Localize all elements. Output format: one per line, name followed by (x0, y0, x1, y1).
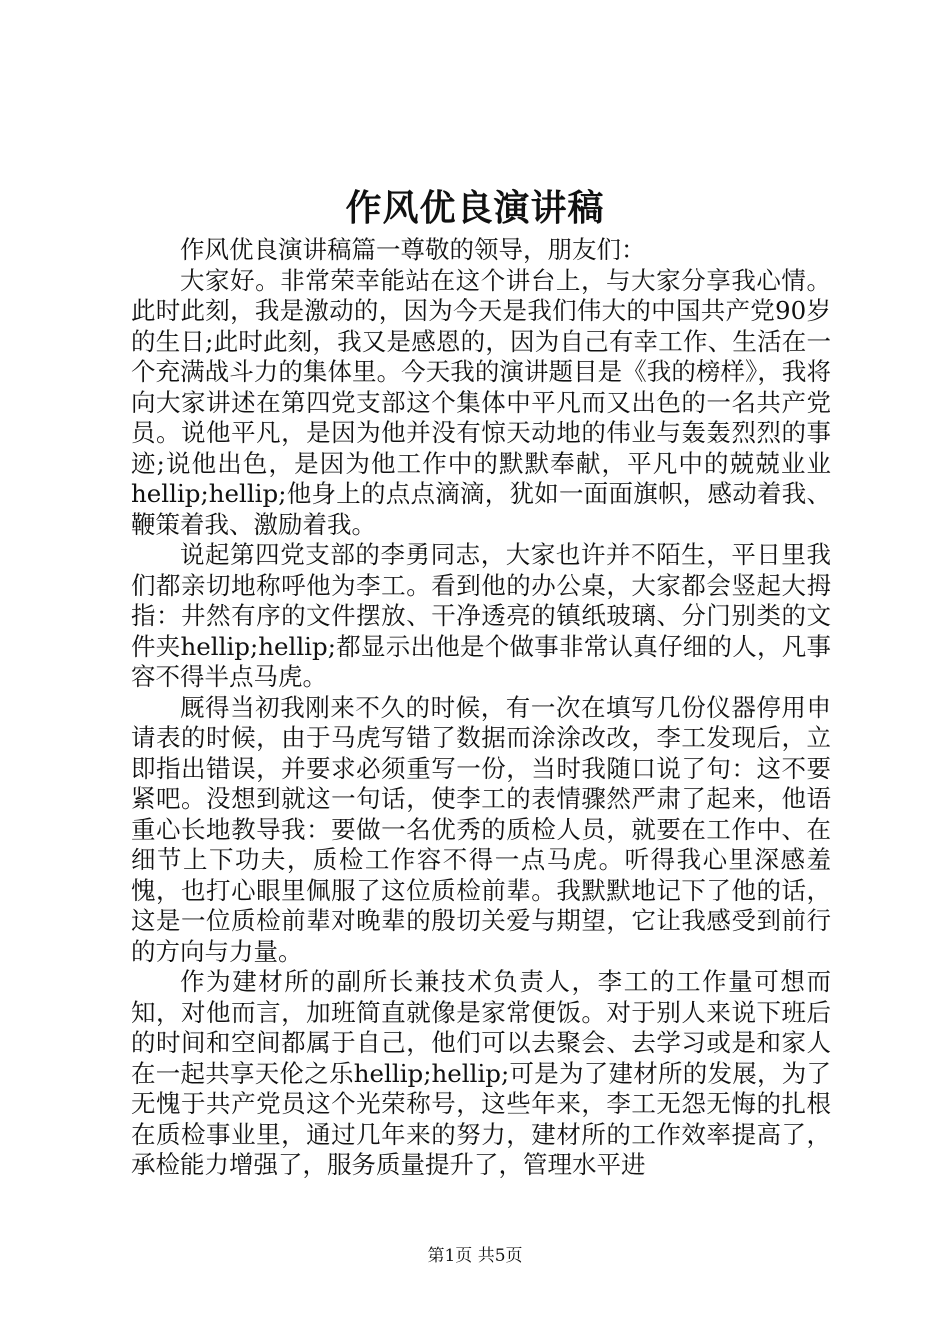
paragraph-memory: 厩得当初我刚来不久的时候，有一次在填写几份仪器停用申请表的时候，由于马虎写错了数据而涂涂改改，李工发现后，立即指出错误，并要求必须重写一份，当时我随口说了句：这不要紧吧。没想到就这一句话，使李工的表情骤然严肃了起来，他语重心长地教导我：要做一名优秀的质检人员，就要在工作中、在细节上下功夫，质检工作容不得一点马虎。听得我心里深感羞愧，也打心眼里佩服了这位质检前辈。我默默地记下了他的话，这是一位质检前辈对晚辈的殷切关爱与期望，它让我感受到前行的方向与力量。 (131, 692, 831, 966)
page-footer: 第1页 共5页 (427, 1246, 523, 1266)
paragraph-opening: 大家好。非常荣幸能站在这个讲台上，与大家分享我心情。此时此刻，我是激动的，因为今天是我们伟大的中国共产党90岁的生日;此时此刻，我又是感恩的，因为自己有幸工作、生活在一个充满战斗力的集体里。今天我的演讲题目是《我的榜样》，我将向大家讲述在第四党支部这个集体中平凡而又出色的一名共产党员。说他平凡，是因为他并没有惊天动地的伟业与轰轰烈烈的事迹;说他出色，是因为他工作中的默默奉献，平凡中的兢兢业业hellip;hellip;他身上的点点滴滴，犹如一面面旗帜，感动着我、鞭策着我、激励着我。 (131, 265, 831, 539)
paragraph-dedication: 作为建材所的副所长兼技术负责人，李工的工作量可想而知，对他而言，加班简直就像是家常便饭。对于别人来说下班后的时间和空间都属于自己，他们可以去聚会、去学习或是和家人在一起共享天伦之乐hellip;hellip;可是为了建材所的发展，为了无愧于共产党员这个光荣称号，这些年来，李工无怨无悔的扎根在质检事业里，通过几年来的努力，建材所的工作效率提高了，承检能力增强了，服务质量提升了，管理水平进 (131, 967, 831, 1179)
paragraph-greeting: 作风优良演讲稿篇一尊敬的领导，朋友们： (180, 235, 646, 264)
document-body (131, 235, 831, 1181)
document-title: 作风优良演讲稿 (345, 187, 605, 229)
paragraph-introduction: 说起第四党支部的李勇同志，大家也许并不陌生，平日里我们都亲切地称呼他为李工。看到他的办公桌，大家都会竖起大拇指：井然有序的文件摆放、干净透亮的镇纸玻璃、分门别类的文件夹hellip;hellip;都显示出他是个做事非常认真仔细的人，凡事容不得半点马虎。 (131, 540, 831, 691)
